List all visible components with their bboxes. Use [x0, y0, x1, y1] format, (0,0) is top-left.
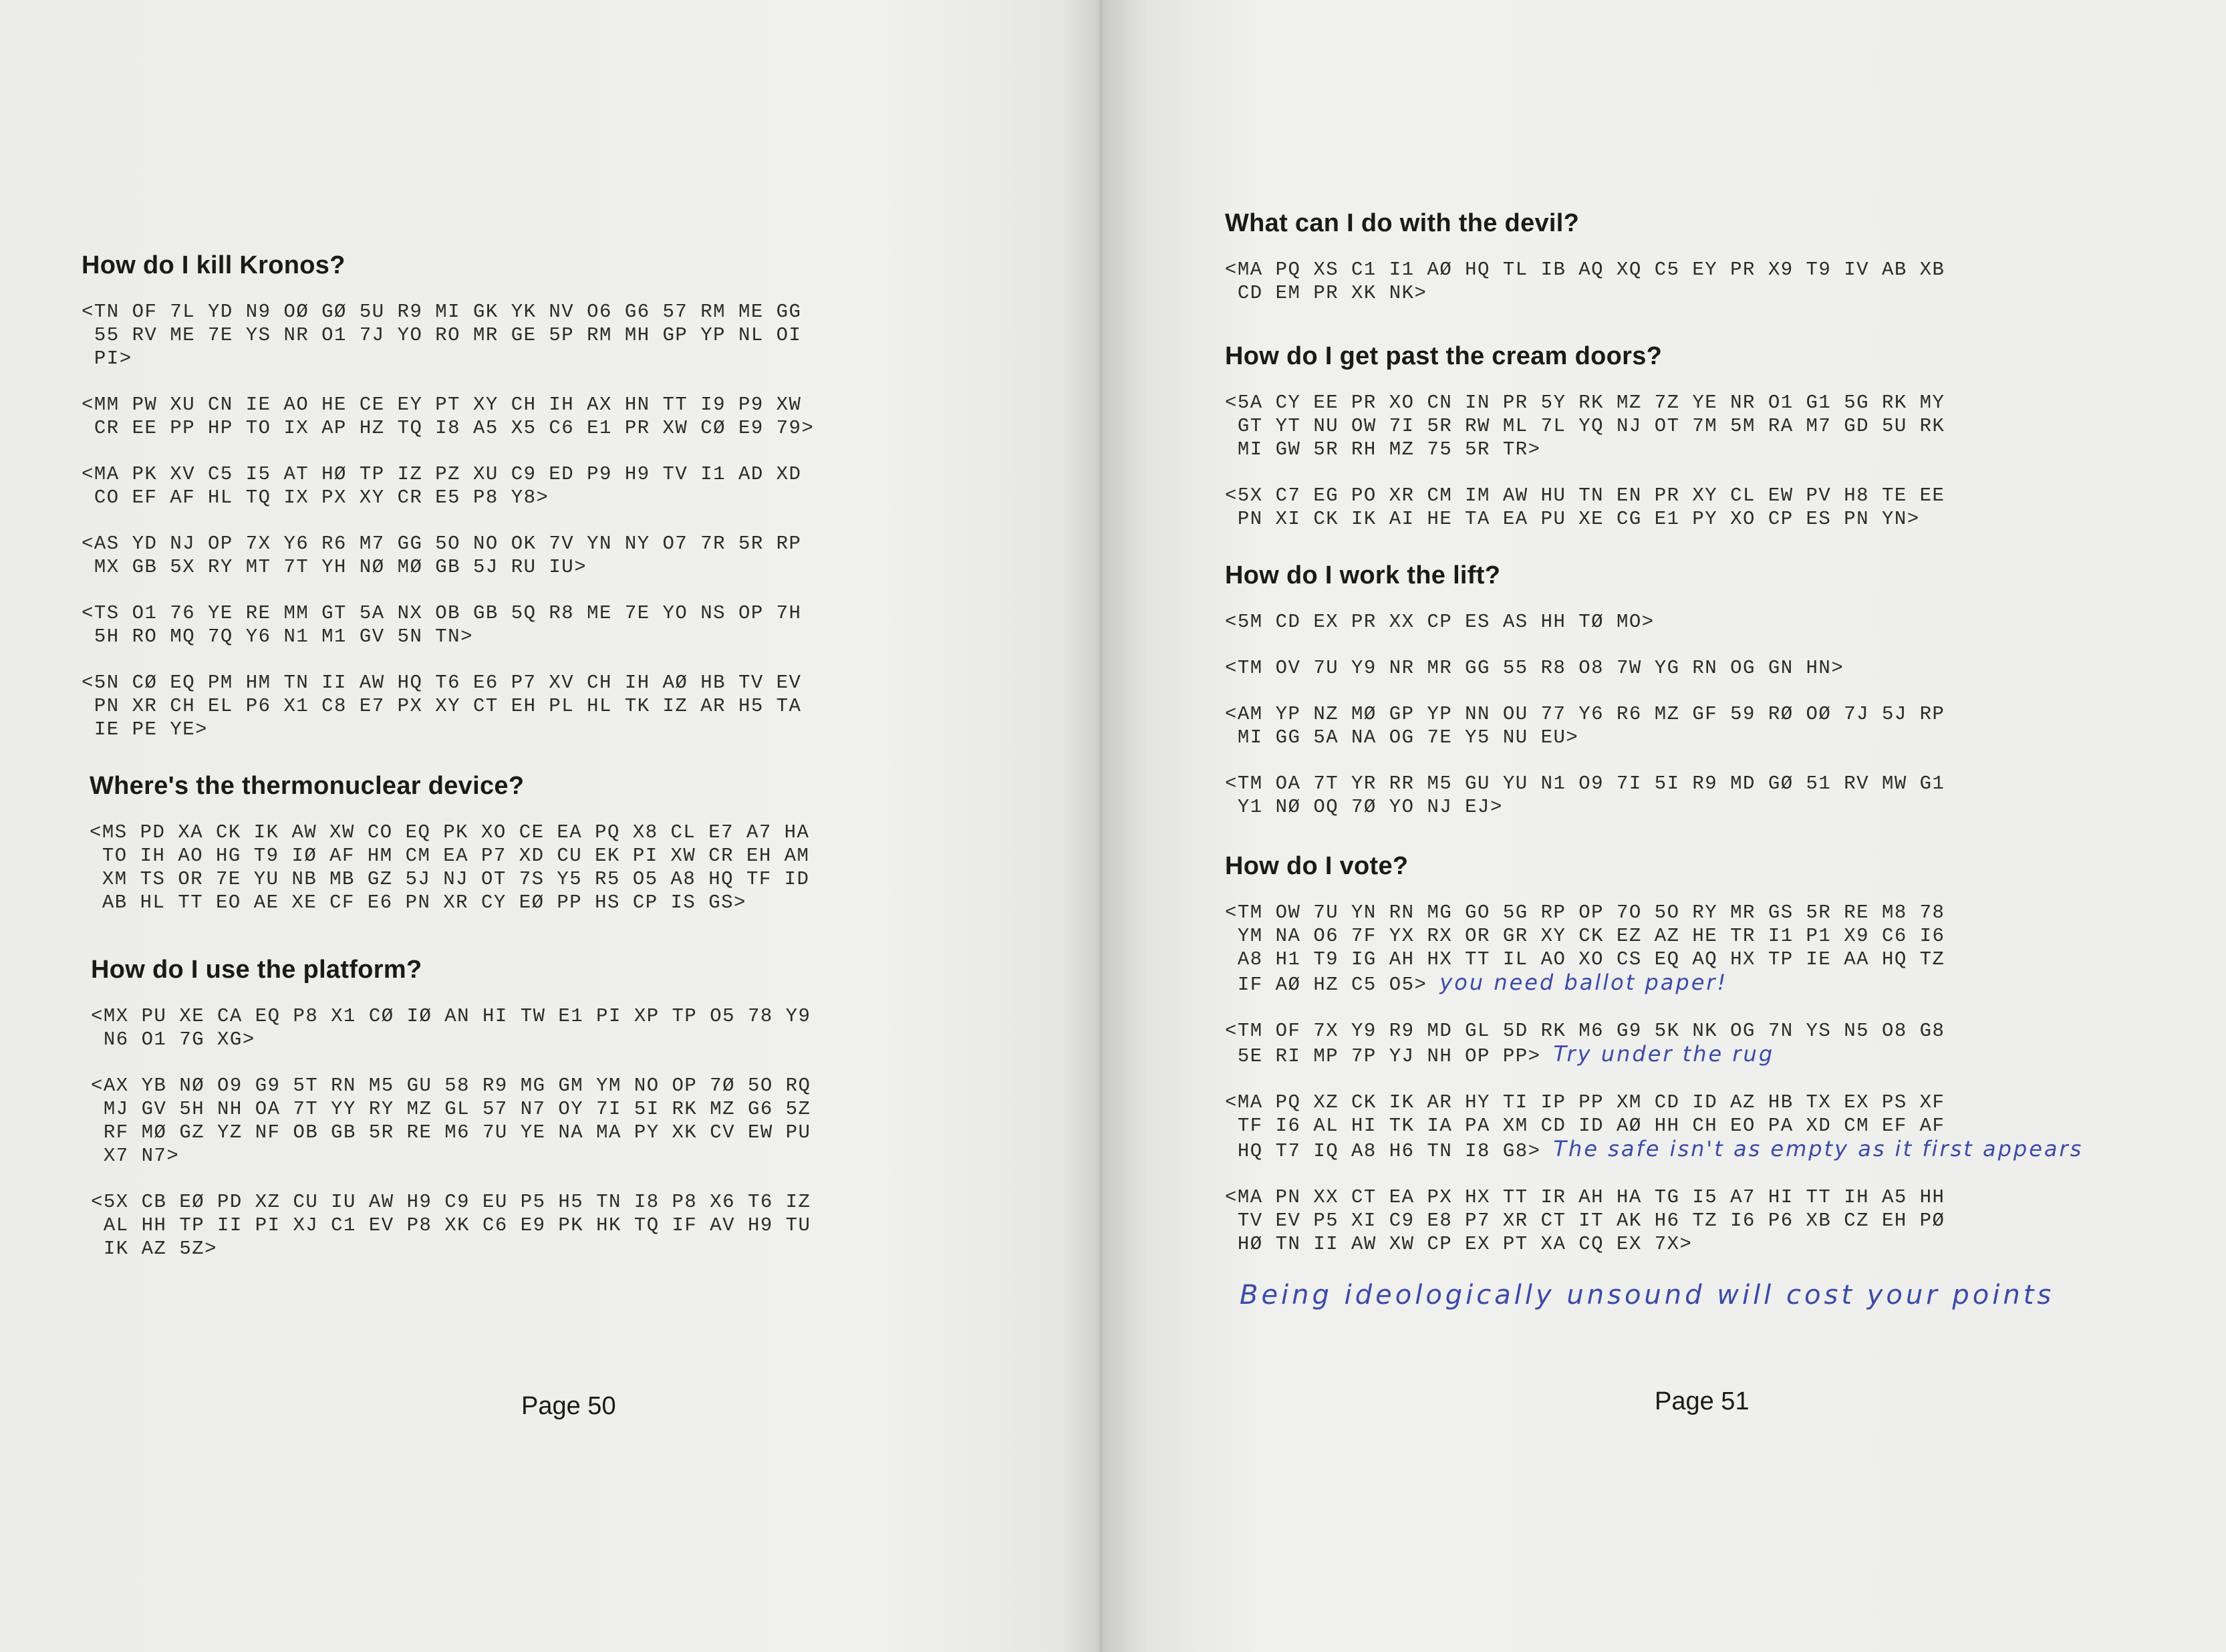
code-text: <MA PN XX CT EA PX HX TT IR AH HA TG I5 A7 HI TT IH A5 HH TV EV P5 XI C9 E8 P7 XR CT IT AK H6 TZ I6 P6 XB CZ EH PØ HØ TN II AW XW CP EX PT XA CQ EX 7X>: [1225, 1186, 1945, 1255]
code-block: <AM YP NZ MØ GP YP NN OU 77 Y6 R6 MZ GF 59 RØ OØ 7J 5J RP MI GG 5A NA OG 7E Y5 NU EU>: [1225, 703, 1945, 748]
code-block: <MM PW XU CN IE AO HE CE EY PT XY CH IH AX HN TT I9 P9 XW CR EE PP HP TO IX AP HZ TQ I8 A5 X5 C6 E1 PR XW CØ E9 79>: [82, 394, 815, 439]
section-vote: [1225, 852, 2083, 1278]
code-block: <TM OV 7U Y9 NR MR GG 55 R8 O8 7W YG RN OG GN HN>: [1225, 657, 1844, 679]
code-text: <TM OW 7U YN RN MG GO 5G RP OP 7O 5O RY MR GS 5R RE M8 78 YM NA O6 7F YX RX OR GR XY CK EZ AZ HE TR I1 P1 X9 C6 I6 A8 H1 T9 IG AH HX TT IL AO XO CS EQ AQ HX TP IE AA HQ TZ IF AØ HZ C5 O5>: [1225, 902, 1945, 996]
code-block: [1225, 1019, 2083, 1068]
code-block: <5N CØ EQ PM HM TN II AW HQ T6 E6 P7 XV CH IH AØ HB TV EV PN XR CH EL P6 X1 C8 E7 PX XY CT EH PL HL TK IZ AR H5 TA IE PE YE>: [82, 672, 802, 740]
code-text: <MA PQ XZ CK IK AR HY TI IP PP XM CD ID AZ HB TX EX PS XF TF I6 AL HI TK IA PA XM CD ID AØ HH CH EO PA XD CM EF AF HQ T7 IQ A8 H6 TN I8 G8>: [1225, 1091, 1945, 1162]
section-platform: [91, 956, 811, 1283]
handwritten-note: Try under the rug: [1553, 1041, 1775, 1067]
page-number: Page 50: [521, 1392, 616, 1420]
code-block: <TS O1 76 YE RE MM GT 5A NX OB GB 5Q R8 ME 7E YO NS OP 7H 5H RO MQ 7Q Y6 N1 M1 GV 5N TN>: [82, 602, 802, 648]
section-heading: How do I use the platform?: [91, 956, 422, 984]
code-block: <5X C7 EG PO XR CM IM AW HU TN EN PR XY CL EW PV H8 TE EE PN XI CK IK AI HE TA EA PU XE CG E1 PY XO CP ES PN YN>: [1225, 485, 1945, 530]
code-block: <MX PU XE CA EQ P8 X1 CØ IØ AN HI TW E1 PI XP TP O5 78 Y9 N6 O1 7G XG>: [91, 1005, 811, 1051]
right-page: [1103, 0, 2226, 1652]
section-heading: How do I kill Kronos?: [82, 251, 345, 279]
code-block: <MA PQ XS C1 I1 AØ HQ TL IB AQ XQ C5 EY PR X9 T9 IV AB XB CD EM PR XK NK>: [1225, 259, 1945, 304]
section-heading: How do I vote?: [1225, 852, 1409, 880]
code-block: <5M CD EX PR XX CP ES AS HH TØ MO>: [1225, 611, 1655, 633]
page-number: Page 51: [1655, 1387, 1750, 1415]
section-cream-doors: [1225, 342, 1945, 553]
code-block: <AS YD NJ OP 7X Y6 R6 M7 GG 5O NO OK 7V YN NY O7 7R 5R RP MX GB 5X RY MT 7T YH NØ MØ GB 5J RU IU>: [82, 533, 802, 578]
section-heading: How do I work the lift?: [1225, 561, 1501, 589]
section-kill-kronos: [82, 251, 814, 764]
code-block: <5X CB EØ PD XZ CU IU AW H9 C9 EU P5 H5 TN I8 P8 X6 T6 IZ AL HH TP II PI XJ C1 EV P8 XK C6 E9 PK HK TQ IF AV H9 TU IK AZ 5Z>: [91, 1191, 811, 1260]
code-block: <TM OA 7T YR RR M5 GU YU N1 O9 7I 5I R9 MD GØ 51 RV MW G1 Y1 NØ OQ 7Ø YO NJ EJ>: [1225, 773, 1945, 818]
code-block: <AX YB NØ O9 G9 5T RN M5 GU 58 R9 MG GM YM NO OP 7Ø 5O RQ MJ GV 5H NH OA 7T YY RY MZ GL 57 N7 OY 7I 5I RK MZ G6 5Z RF MØ GZ YZ NF OB GB 5R RE M6 7U YE NA MA PY XK CV EW PU X7 N7>: [91, 1075, 811, 1167]
code-text: <TM OF 7X Y9 R9 MD GL 5D RK M6 G9 5K NK OG 7N YS N5 O8 G8 5E RI MP 7P YJ NH OP PP>: [1225, 1020, 1945, 1067]
code-block: [1225, 1091, 2083, 1163]
code-block: <MS PD XA CK IK AW XW CO EQ PK XO CE EA PQ X8 CL E7 A7 HA TO IH AO HG T9 IØ AF HM CM EA P7 XD CU EK PI XW CR EH AM XM TS OR 7E YU NB MB GZ 5J NJ OT 7S Y5 R5 O5 A8 HQ TF ID AB HL TT EO AE XE CF E6 PN XR CY EØ PP HS CP IS GS>: [90, 821, 810, 914]
code-block: <5A CY EE PR XO CN IN PR 5Y RK MZ 7Z YE NR O1 G1 5G RK MY GT YT NU OW 7I 5R RW ML 7L YQ NJ OT 7M 5M RA M7 GD 5U RK MI GW 5R RH MZ 75 5R TR>: [1225, 392, 1945, 460]
code-block: <MA PK XV C5 I5 AT HØ TP IZ PZ XU C9 ED P9 H9 TV I1 AD XD CO EF AF HL TQ IX PX XY CR E5 P8 Y8>: [82, 463, 802, 509]
handwritten-footer-note: Being ideologically unsound will cost your points: [1240, 1280, 2055, 1311]
section-heading: How do I get past the cream doors?: [1225, 342, 1663, 370]
code-block: [1225, 1186, 2083, 1256]
section-heading: Where's the thermonuclear device?: [90, 772, 525, 800]
code-block: <TN OF 7L YD N9 OØ GØ 5U R9 MI GK YK NV O6 G6 57 RM ME GG 55 RV ME 7E YS NR O1 7J YO RO MR GE 5P RM MH GP YP NL OI PI>: [82, 301, 802, 370]
code-block: [1225, 901, 2083, 996]
section-devil: [1225, 209, 1945, 327]
left-page: [0, 0, 1103, 1652]
section-thermonuclear-device: [90, 772, 809, 937]
section-heading: What can I do with the devil?: [1225, 209, 1580, 237]
handwritten-note: you need ballot paper!: [1439, 970, 1728, 995]
section-lift: [1225, 561, 1945, 841]
handwritten-note: The safe isn't as empty as it first appears: [1553, 1136, 2084, 1161]
